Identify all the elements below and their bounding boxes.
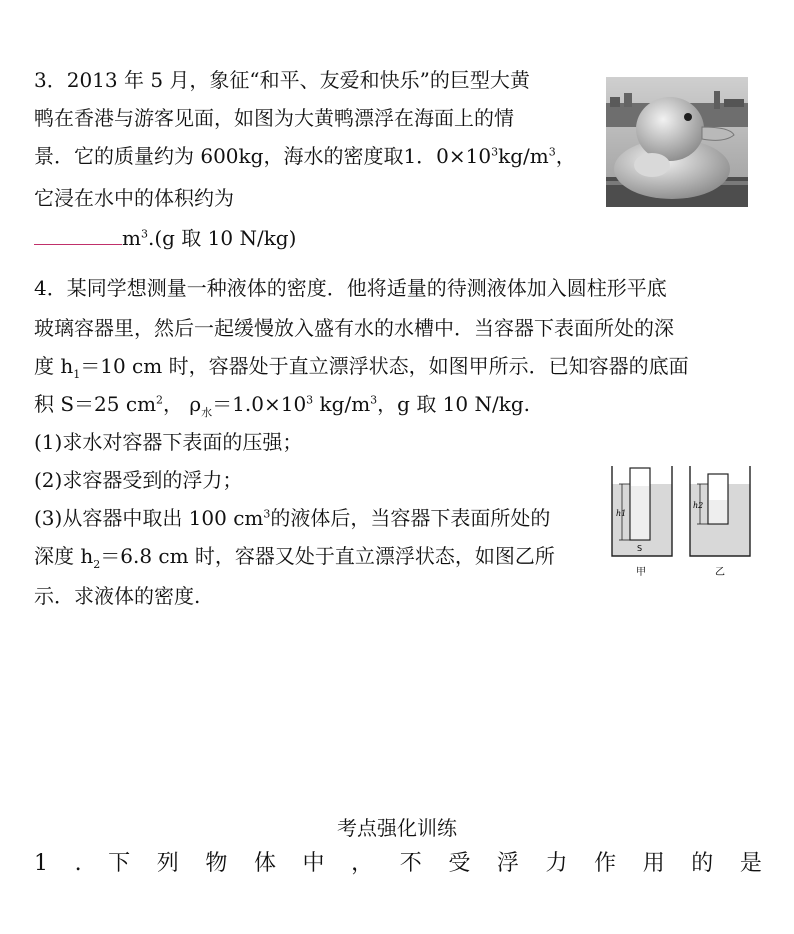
q1-char: 中 [302, 851, 325, 876]
q1-char: . [74, 851, 82, 876]
answer-blank[interactable] [34, 224, 122, 245]
section-title: 考点强化训练 [337, 816, 457, 840]
q4-line-3: 度 $h_1=10$ cm 时，容器处于直立漂浮状态，如图甲所示．已知容器的底面 [34, 354, 689, 381]
q1-char: 列 [156, 851, 179, 876]
q1-char: 体 [253, 851, 276, 876]
q4-line-1: 4．某同学想测量一种液体的密度．他将适量的待测液体加入圆柱形平底 [34, 276, 667, 300]
q4-part-3-line-1: (3)从容器中取出 100 $cm^3$的液体后，当容器下表面所处的 [34, 506, 551, 530]
q1-char: 作 [594, 851, 617, 876]
q3-line-4: 它浸在水中的体积约为 [34, 186, 234, 210]
figure-yi [690, 466, 750, 578]
section-q1-line [34, 850, 762, 878]
q4-line-2: 玻璃容器里，然后一起缓慢放入盛有水的水槽中．当容器下表面所处的深 [34, 316, 674, 340]
q1-char: 下 [108, 851, 131, 876]
label-h1: h1 [616, 509, 627, 518]
q3-line-2: 鸭在香港与游客见面，如图为大黄鸭漂浮在海面上的情 [34, 106, 514, 130]
q1-char: 不 [399, 851, 422, 876]
label-s: S [637, 544, 643, 553]
q4-part-3-line-3: 示．求液体的密度. [34, 584, 201, 608]
q3-line-3: 景．它的质量约为 600kg，海水的密度取1．$0\times 10^3kg/m^3$， [34, 144, 576, 168]
q1-char: 物 [205, 851, 228, 876]
q1-char: 浮 [496, 851, 519, 876]
q4-line-4: 积 S＝25 $cm^2$， $\rho_水=1.0\times 10^3$ $kg/m^3$，g 取 10 N/kg. [34, 392, 530, 419]
q1-char: 的 [691, 851, 714, 876]
caption-jia: 甲 [636, 567, 646, 578]
q4-part-1: (1)求水对容器下表面的压强； [34, 430, 303, 454]
q1-char: ， [351, 851, 374, 876]
q4-part-2: (2)求容器受到的浮力； [34, 468, 243, 492]
q1-char: 1 [34, 851, 48, 876]
caption-yi: 乙 [715, 567, 725, 578]
q1-char: 用 [642, 851, 665, 876]
label-h2: h2 [693, 501, 704, 510]
q1-char: 力 [545, 851, 568, 876]
q3-line-5: $m^3.(g$ 取 10 N/kg) [34, 224, 296, 252]
q1-char: 是 [739, 851, 762, 876]
rubber-duck-photo [606, 77, 748, 207]
q4-part-3-line-2: 深度 $h_2=6.8$ cm 时，容器又处于直立漂浮状态，如图乙所 [34, 544, 555, 571]
q1-char: 受 [448, 851, 471, 876]
container-figures [604, 462, 764, 582]
figure-jia [612, 466, 672, 578]
q3-line-1: 3．2013 年 5 月，象征“和平、友爱和快乐”的巨型大黄 [34, 68, 530, 92]
